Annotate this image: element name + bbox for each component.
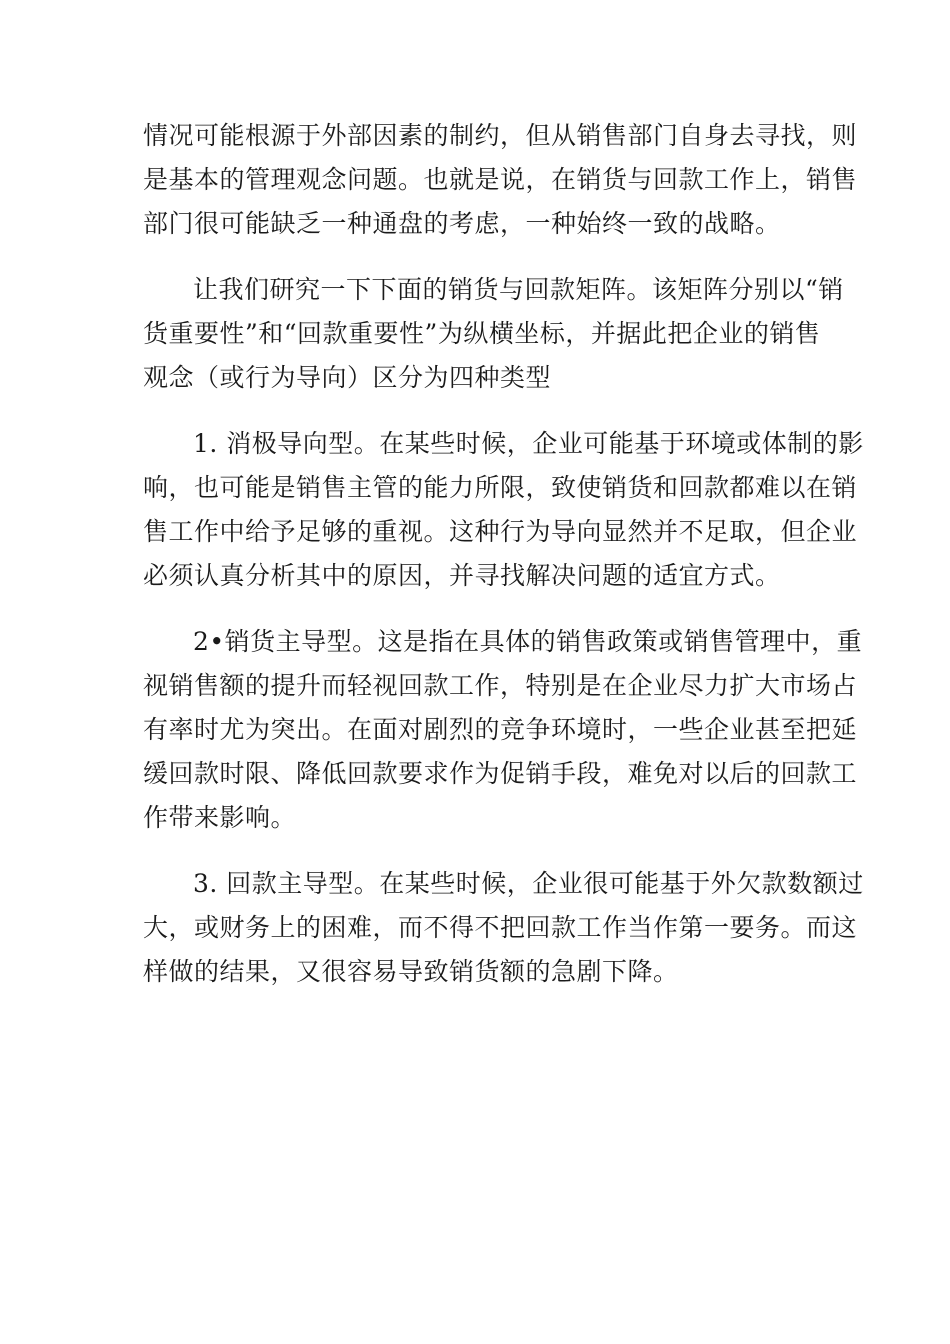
paragraph-line: 响，也可能是销售主管的能力所限，致使销货和回款都难以在销 (143, 473, 858, 502)
paragraph-line: 售工作中给予足够的重视。这种行为导向显然并不足取，但企业 (143, 517, 858, 546)
paragraph-line: 有率时尤为突出。在面对剧烈的竞争环境时，一些企业甚至把延 (143, 715, 858, 744)
paragraph-line: 是基本的管理观念问题。也就是说，在销货与回款工作上，销售 (143, 165, 858, 194)
paragraph-line: 1. 消极导向型。在某些时候，企业可能基于环境或体制的影 (193, 429, 864, 458)
paragraph-2 (143, 268, 844, 400)
paragraph-3 (143, 422, 864, 598)
paragraph-line: 缓回款时限、降低回款要求作为促销手段，难免对以后的回款工 (143, 759, 858, 788)
paragraph-line: 部门很可能缺乏一种通盘的考虑，一种始终一致的战略。 (143, 209, 781, 238)
paragraph-line: 2•销货主导型。这是指在具体的销售政策或销售管理中，重 (193, 627, 863, 656)
paragraph-line: 样做的结果，又很容易导致销货额的急剧下降。 (143, 957, 679, 986)
paragraph-line: 观念（或行为导向）区分为四种类型 (143, 363, 552, 392)
paragraph-line: 让我们研究一下下面的销货与回款矩阵。该矩阵分别以“销 (193, 275, 844, 304)
paragraph-1 (143, 114, 858, 246)
paragraph-line: 作带来影响。 (143, 803, 297, 832)
paragraph-line: 3. 回款主导型。在某些时候，企业很可能基于外欠款数额过 (193, 869, 864, 898)
paragraph-line: 情况可能根源于外部因素的制约，但从销售部门自身去寻找，则 (143, 121, 858, 150)
document-body (143, 114, 864, 1016)
paragraph-5 (143, 862, 864, 994)
paragraph-4 (143, 620, 863, 840)
paragraph-line: 必须认真分析其中的原因，并寻找解决问题的适宜方式。 (143, 561, 781, 590)
paragraph-line: 货重要性”和“回款重要性”为纵横坐标，并据此把企业的销售 (143, 319, 821, 348)
paragraph-line: 大，或财务上的困难，而不得不把回款工作当作第一要务。而这 (143, 913, 858, 942)
paragraph-line: 视销售额的提升而轻视回款工作，特别是在企业尽力扩大市场占 (143, 671, 858, 700)
